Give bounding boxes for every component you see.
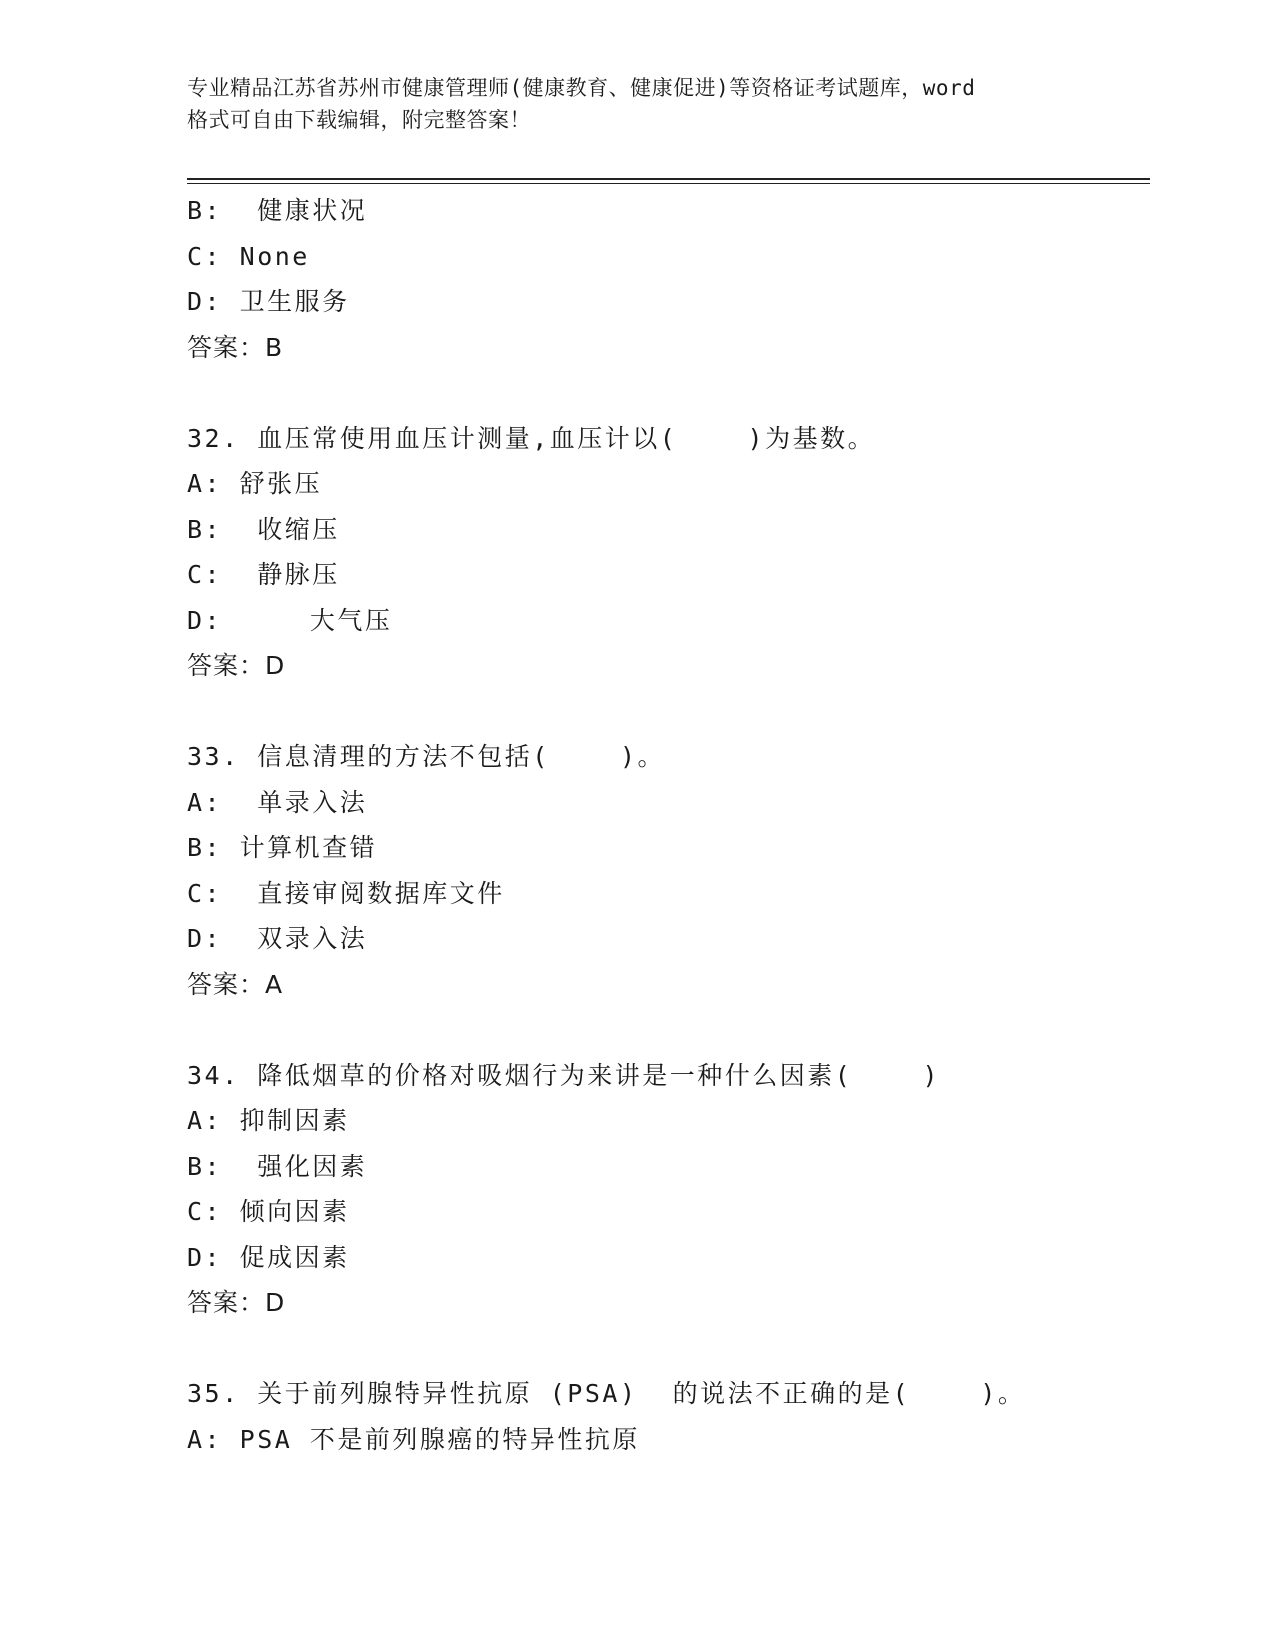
header-rule-thin [187,183,1150,184]
spacer [187,370,1147,416]
option-d: D: 卫生服务 [187,287,350,316]
spacer [187,689,1147,735]
question-34 [187,1053,1147,1326]
answer: 答案：A [187,969,284,999]
question-text: 32. 血压常使用血压计测量,血压计以( )为基数。 [187,423,876,453]
option-d: D: 大气压 [187,605,393,635]
option-d: D: 促成因素 [187,1242,350,1272]
header-line-2: 格式可自由下载编辑，附完整答案！ [187,108,531,132]
question-35 [187,1371,1147,1462]
spacer [187,1326,1147,1372]
option-a: A: 抑制因素 [187,1106,350,1135]
question-text: 35. 关于前列腺特异性抗原 (PSA) 的说法不正确的是( )。 [187,1379,1026,1408]
option-c: C: 倾向因素 [187,1197,350,1226]
option-b: B: 强化因素 [187,1151,368,1181]
document-header [187,72,1087,136]
question-list [187,188,1147,1462]
option-b: B: 计算机查错 [187,833,378,862]
question-31 [187,188,1147,370]
question-text: 33. 信息清理的方法不包括( )。 [187,742,666,771]
option-a: A: PSA 不是前列腺癌的特异性抗原 [187,1424,640,1454]
option-a: A: 单录入法 [187,787,368,817]
question-33 [187,734,1147,1007]
option-c: C: None [187,241,310,271]
answer: 答案：D [187,1288,286,1317]
spacer [187,1007,1147,1053]
option-c: C: 静脉压 [187,560,340,589]
answer: 答案：D [187,651,286,680]
answer: 答案：B [187,332,284,362]
header-line-1: 专业精品江苏省苏州市健康管理师(健康教育、健康促进)等资格证考试题库，word [187,76,976,100]
option-a: A: 舒张压 [187,469,323,498]
option-b: B: 收缩压 [187,514,340,544]
option-b: B: 健康状况 [187,196,368,225]
question-text: 34. 降低烟草的价格对吸烟行为来讲是一种什么因素( ) [187,1060,941,1090]
header-rule-thick [187,178,1150,180]
option-c: C: 直接审阅数据库文件 [187,878,505,908]
option-d: D: 双录入法 [187,924,368,953]
question-32 [187,416,1147,689]
